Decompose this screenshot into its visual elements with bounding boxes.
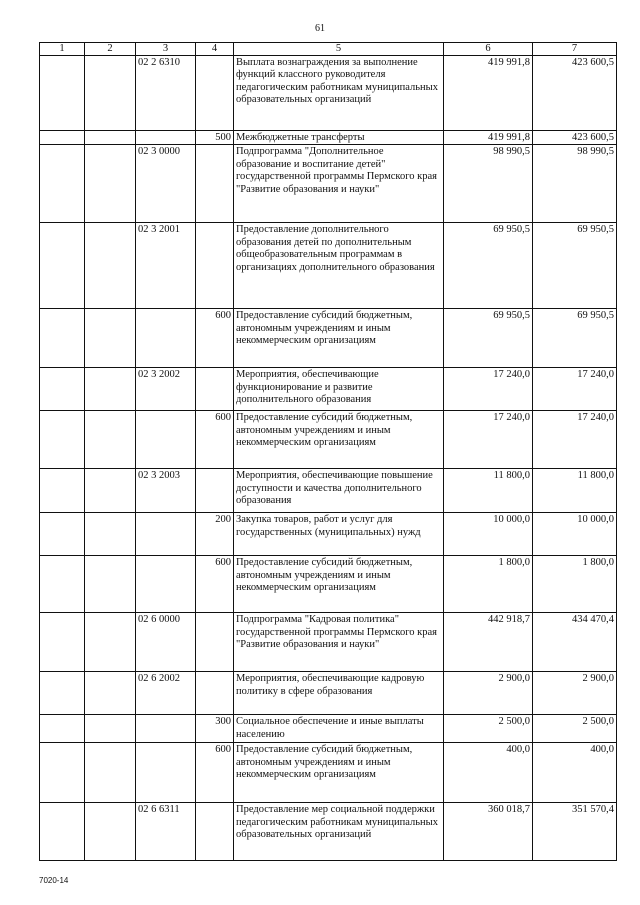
footer-document-code: 7020-14 (39, 876, 69, 885)
table-row (40, 743, 617, 803)
amount-col6-cell: 69 950,5 (444, 223, 533, 309)
amount-col6-cell: 442 918,7 (444, 613, 533, 672)
target-article-cell: 02 3 2002 (136, 368, 196, 411)
subsection-cell (85, 56, 136, 131)
amount-col6-cell: 98 990,5 (444, 145, 533, 223)
amount-col6-cell: 11 800,0 (444, 469, 533, 513)
table-row (40, 368, 617, 411)
page-number: 61 (315, 23, 325, 34)
target-article-cell: 02 3 0000 (136, 145, 196, 223)
amount-col6-cell: 1 800,0 (444, 556, 533, 613)
description-cell: Подпрограмма "Кадровая политика" государственной программы Пермского края "Развитие образования и науки" (234, 613, 444, 672)
description-cell: Закупка товаров, работ и услуг для государственных (муниципальных) нужд (234, 513, 444, 556)
expense-type-cell (196, 223, 234, 309)
amount-col6-cell: 69 950,5 (444, 309, 533, 368)
target-article-cell: 02 3 2003 (136, 469, 196, 513)
amount-col7-cell: 2 500,0 (533, 715, 617, 743)
amount-col7-cell: 423 600,5 (533, 56, 617, 131)
table-row (40, 411, 617, 469)
expense-type-cell: 600 (196, 411, 234, 469)
expense-type-cell: 300 (196, 715, 234, 743)
description-cell: Предоставление мер социальной поддержки педагогическим работникам муниципальных образовательных организаций (234, 803, 444, 861)
target-article-cell: 02 2 6310 (136, 56, 196, 131)
amount-col7-cell: 11 800,0 (533, 469, 617, 513)
expense-type-cell (196, 145, 234, 223)
amount-col6-cell: 400,0 (444, 743, 533, 803)
expense-type-cell: 600 (196, 743, 234, 803)
section-cell (40, 672, 85, 715)
table-row (40, 513, 617, 556)
description-cell: Предоставление субсидий бюджетным, автономным учреждениям и иным некоммерческим организациям (234, 556, 444, 613)
amount-col7-cell: 1 800,0 (533, 556, 617, 613)
section-cell (40, 803, 85, 861)
column-header: 7 (533, 43, 617, 56)
table-row (40, 672, 617, 715)
subsection-cell (85, 469, 136, 513)
description-cell: Предоставление субсидий бюджетным, автономным учреждениям и иным некоммерческим организациям (234, 309, 444, 368)
section-cell (40, 743, 85, 803)
subsection-cell (85, 613, 136, 672)
table-row (40, 131, 617, 145)
column-header: 3 (136, 43, 196, 56)
section-cell (40, 309, 85, 368)
table-row (40, 469, 617, 513)
amount-col7-cell: 10 000,0 (533, 513, 617, 556)
section-cell (40, 411, 85, 469)
target-article-cell (136, 715, 196, 743)
section-cell (40, 613, 85, 672)
expense-type-cell: 600 (196, 556, 234, 613)
description-cell: Социальное обеспечение и иные выплаты населению (234, 715, 444, 743)
expense-type-cell: 500 (196, 131, 234, 145)
amount-col7-cell: 17 240,0 (533, 368, 617, 411)
subsection-cell (85, 368, 136, 411)
table-row (40, 803, 617, 861)
section-cell (40, 513, 85, 556)
column-header: 4 (196, 43, 234, 56)
amount-col7-cell: 69 950,5 (533, 309, 617, 368)
subsection-cell (85, 411, 136, 469)
target-article-cell (136, 309, 196, 368)
expense-type-cell (196, 368, 234, 411)
section-cell (40, 469, 85, 513)
section-cell (40, 145, 85, 223)
column-header: 5 (234, 43, 444, 56)
amount-col6-cell: 17 240,0 (444, 368, 533, 411)
subsection-cell (85, 715, 136, 743)
subsection-cell (85, 513, 136, 556)
target-article-cell: 02 3 2001 (136, 223, 196, 309)
target-article-cell (136, 411, 196, 469)
section-cell (40, 223, 85, 309)
amount-col7-cell: 17 240,0 (533, 411, 617, 469)
target-article-cell: 02 6 6311 (136, 803, 196, 861)
section-cell (40, 368, 85, 411)
amount-col7-cell: 2 900,0 (533, 672, 617, 715)
amount-col6-cell: 2 900,0 (444, 672, 533, 715)
expense-type-cell (196, 613, 234, 672)
amount-col7-cell: 98 990,5 (533, 145, 617, 223)
header-row (40, 43, 617, 56)
amount-col7-cell: 351 570,4 (533, 803, 617, 861)
subsection-cell (85, 145, 136, 223)
amount-col7-cell: 400,0 (533, 743, 617, 803)
table-row (40, 613, 617, 672)
table-row (40, 56, 617, 131)
target-article-cell: 02 6 0000 (136, 613, 196, 672)
target-article-cell (136, 131, 196, 145)
subsection-cell (85, 309, 136, 368)
amount-col6-cell: 419 991,8 (444, 56, 533, 131)
target-article-cell (136, 743, 196, 803)
target-article-cell (136, 556, 196, 613)
table-row (40, 145, 617, 223)
description-cell: Межбюджетные трансферты (234, 131, 444, 145)
expense-type-cell (196, 469, 234, 513)
expense-type-cell: 600 (196, 309, 234, 368)
target-article-cell: 02 6 2002 (136, 672, 196, 715)
description-cell: Подпрограмма "Дополнительное образование и воспитание детей" государственной программы Пермского края "Развитие образования и науки" (234, 145, 444, 223)
description-cell: Предоставление субсидий бюджетным, автономным учреждениям и иным некоммерческим организациям (234, 411, 444, 469)
amount-col6-cell: 419 991,8 (444, 131, 533, 145)
table-row (40, 309, 617, 368)
subsection-cell (85, 803, 136, 861)
column-header: 6 (444, 43, 533, 56)
amount-col7-cell: 423 600,5 (533, 131, 617, 145)
expense-type-cell: 200 (196, 513, 234, 556)
description-cell: Мероприятия, обеспечивающие повышение доступности и качества дополнительного образования (234, 469, 444, 513)
amount-col6-cell: 360 018,7 (444, 803, 533, 861)
description-cell: Выплата вознаграждения за выполнение функций классного руководителя педагогическим работникам муниципальных образовательных организаций (234, 56, 444, 131)
subsection-cell (85, 743, 136, 803)
amount-col6-cell: 17 240,0 (444, 411, 533, 469)
section-cell (40, 715, 85, 743)
amount-col6-cell: 2 500,0 (444, 715, 533, 743)
subsection-cell (85, 223, 136, 309)
target-article-cell (136, 513, 196, 556)
description-cell: Предоставление субсидий бюджетным, автономным учреждениям и иным некоммерческим организациям (234, 743, 444, 803)
subsection-cell (85, 131, 136, 145)
table-row (40, 715, 617, 743)
budget-table (39, 42, 617, 861)
expense-type-cell (196, 803, 234, 861)
description-cell: Предоставление дополнительного образования детей по дополнительным общеобразовательным программам в организациях дополнительного образования (234, 223, 444, 309)
expense-type-cell (196, 672, 234, 715)
column-header: 2 (85, 43, 136, 56)
description-cell: Мероприятия, обеспечивающие кадровую политику в сфере образования (234, 672, 444, 715)
section-cell (40, 56, 85, 131)
column-header: 1 (40, 43, 85, 56)
amount-col7-cell: 69 950,5 (533, 223, 617, 309)
subsection-cell (85, 672, 136, 715)
subsection-cell (85, 556, 136, 613)
section-cell (40, 556, 85, 613)
table-row (40, 556, 617, 613)
section-cell (40, 131, 85, 145)
table-row (40, 223, 617, 309)
expense-type-cell (196, 56, 234, 131)
amount-col6-cell: 10 000,0 (444, 513, 533, 556)
description-cell: Мероприятия, обеспечивающие функционирование и развитие дополнительного образования (234, 368, 444, 411)
amount-col7-cell: 434 470,4 (533, 613, 617, 672)
